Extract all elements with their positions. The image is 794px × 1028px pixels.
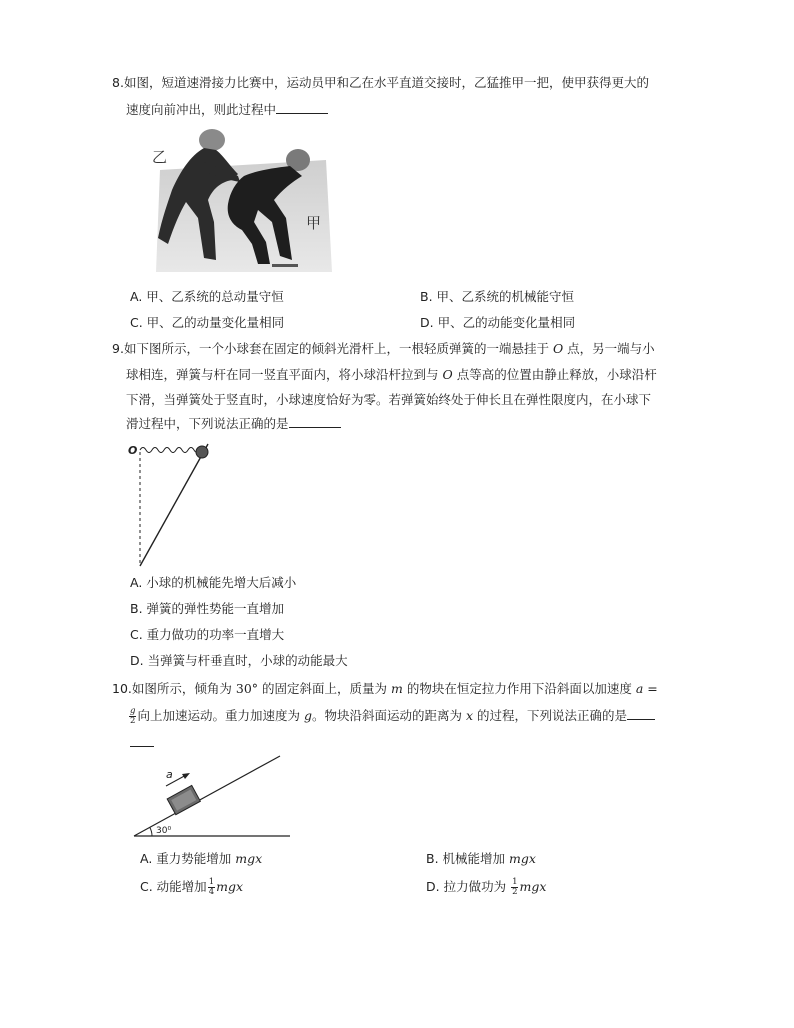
q9-stem-2a: 球相连，弹簧与杆在同一竖直平面内，将小球沿杆拉到与 — [126, 367, 439, 382]
q10-option-d-text: D. 拉力做功为 — [426, 879, 507, 894]
q10-option-c-math: mgx — [216, 879, 244, 894]
q10-option-c[interactable] — [140, 876, 243, 898]
q10-option-d[interactable] — [426, 876, 546, 898]
label-jia: 甲 — [306, 214, 322, 232]
q9-stem-2b: 点等高的位置由静止释放，小球沿杆 — [456, 367, 657, 382]
q10-stem-2b: 。物块沿斜面运动的距离为 — [311, 708, 462, 723]
q10-option-c-num: 1 — [208, 877, 215, 887]
q10-stem-1a: 如图所示，倾角为 — [131, 681, 232, 696]
q10-option-b[interactable] — [426, 850, 536, 868]
q9-line-3: 下滑，当弹簧处于竖直时，小球速度恰好为零。若弹簧始终处于伸长且在弹性限度内，在小球下 — [126, 392, 652, 407]
q10-option-d-den: 2 — [512, 887, 518, 897]
q9-option-c[interactable]: C. 重力做功的功率一直增大 — [130, 627, 285, 642]
q9-rod-spring-figure — [124, 438, 224, 570]
q10-option-a[interactable] — [140, 850, 262, 868]
inclined-rod — [140, 444, 208, 566]
skaters-image — [146, 126, 336, 272]
q10-stem-2c: 的过程，下列说法正确的是 — [477, 708, 628, 723]
q10-frac-den: 2 — [130, 716, 136, 726]
q8-line-1 — [112, 74, 649, 92]
q10-incline-figure — [130, 752, 296, 840]
q10-accel-eq: a = — [635, 681, 658, 696]
q8-stem-1: 如图，短道速滑接力比赛中，运动员甲和乙在水平直道交接时，乙猛推甲一把，使甲获得更大的 — [123, 75, 649, 90]
q10-stem-2a: 向上加速运动。重力加速度为 — [137, 708, 300, 723]
q10-option-b-text: B. 机械能增加 — [426, 851, 506, 866]
q10-option-d-fraction — [511, 878, 518, 897]
q10-mass: m — [391, 681, 403, 696]
q8-option-d[interactable]: D. 甲、乙的动能变化量相同 — [420, 315, 576, 330]
q9-answer-blank[interactable] — [289, 414, 341, 428]
block — [167, 785, 200, 814]
q9-option-d[interactable]: D. 当弹簧与杆垂直时，小球的动能最大 — [130, 653, 348, 668]
angle-arc — [150, 827, 152, 836]
q8-stem-2: 速度向前冲出，则此过程中 — [126, 102, 277, 117]
label-yi: 乙 — [152, 148, 168, 166]
ball — [196, 446, 208, 458]
q9-point-o-2: O — [442, 367, 453, 382]
label-a: a — [166, 768, 173, 781]
rod-spring-diagram — [124, 438, 224, 570]
q10-option-a-math: mgx — [235, 851, 263, 866]
q9-point-o-1: O — [552, 341, 564, 356]
q10-answer-blank-b[interactable] — [130, 746, 154, 747]
acceleration-arrowhead — [182, 773, 190, 779]
q10-option-d-num: 1 — [512, 877, 518, 887]
q10-option-b-math: mgx — [509, 851, 536, 866]
q8-number: 8. — [112, 75, 124, 90]
q10-gravity: g — [303, 708, 312, 723]
q8-option-c[interactable]: C. 甲、乙的动量变化量相同 — [130, 315, 285, 330]
q9-stem-4: 滑过程中，下列说法正确的是 — [126, 416, 289, 431]
q9-option-b[interactable]: B. 弹簧的弹性势能一直增加 — [130, 601, 285, 616]
q9-option-a[interactable]: A. 小球的机械能先增大后减小 — [130, 575, 297, 590]
q10-option-c-text: C. 动能增加 — [140, 879, 207, 894]
q10-distance: x — [465, 708, 474, 723]
q10-answer-blank-a[interactable] — [627, 706, 655, 720]
q10-option-c-fraction — [208, 878, 215, 897]
q10-frac-num: g — [130, 706, 136, 716]
q10-option-c-den: 4 — [208, 887, 215, 897]
q10-line-2 — [128, 706, 655, 726]
label-o: O — [128, 444, 138, 457]
q9-stem-1a: 如下图所示，一个小球套在固定的倾斜光滑杆上，一根轻质弹簧的一端悬挂于 — [123, 341, 549, 356]
q8-answer-blank[interactable] — [276, 100, 328, 114]
q9-line-4 — [126, 414, 341, 433]
q9-line-1 — [112, 340, 655, 358]
q10-number: 10. — [112, 681, 132, 696]
q10-stem-1c: 的物块在恒定拉力作用下沿斜面以加速度 — [406, 681, 632, 696]
q10-accel-fraction — [129, 707, 136, 726]
q9-line-2 — [126, 366, 657, 384]
q10-angle: 30° — [235, 681, 259, 696]
label-angle: 30⁰ — [156, 826, 172, 836]
q10-stem-1b: 的固定斜面上，质量为 — [262, 681, 388, 696]
incline-diagram — [130, 752, 296, 840]
q10-line-1 — [112, 680, 658, 698]
q9-stem-1b: 点，另一端与小 — [567, 341, 655, 356]
q8-skaters-figure — [146, 126, 336, 272]
q10-option-a-text: A. 重力势能增加 — [140, 851, 232, 866]
q8-option-b[interactable]: B. 甲、乙系统的机械能守恒 — [420, 289, 575, 304]
q8-line-2 — [126, 100, 328, 119]
q8-option-a[interactable]: A. 甲、乙系统的总动量守恒 — [130, 289, 284, 304]
q9-number: 9. — [112, 341, 124, 356]
incline-line — [134, 756, 280, 836]
q10-option-d-math: mgx — [519, 879, 547, 894]
spring — [140, 448, 200, 453]
